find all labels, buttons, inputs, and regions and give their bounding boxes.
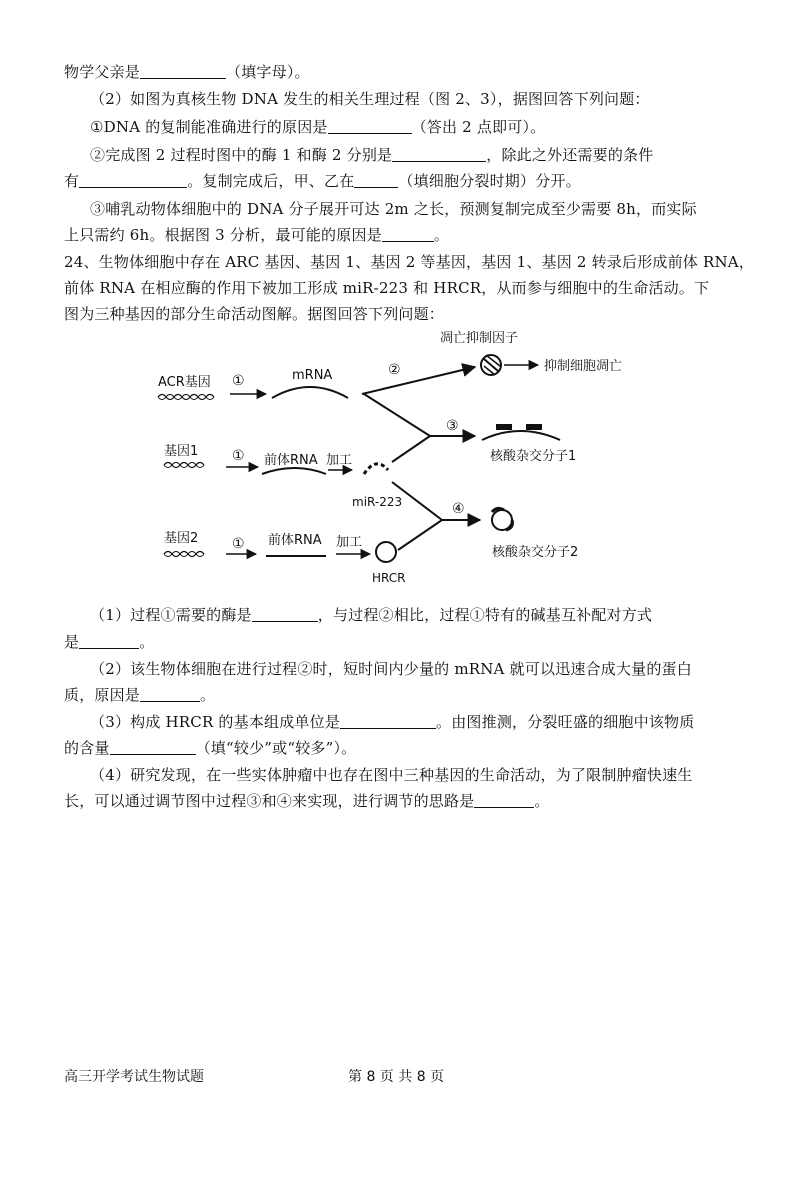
text-line: ②完成图 2 过程时图中的酶 1 和酶 2 分别是 ，除此之外还需要的条件 xyxy=(90,146,654,164)
binding-line xyxy=(398,520,442,550)
hybrid2-label: 核酸杂交分子2 xyxy=(492,545,579,560)
apoptosis-factor-label: 凋亡抑制因子 xyxy=(440,331,519,346)
answer-blank xyxy=(392,147,486,162)
hrcr-icon xyxy=(376,542,396,562)
inhibit-apoptosis-label: 抑制细胞凋亡 xyxy=(544,359,623,374)
step-1-label: ① xyxy=(232,373,245,389)
answer-blank xyxy=(110,740,196,755)
mrna-strand-icon xyxy=(272,387,348,398)
hybrid1-icon xyxy=(482,431,560,440)
process-label: 加工 xyxy=(326,453,353,468)
text-line: 有 。复制完成后，甲、乙在 （填细胞分裂时期）分开。 xyxy=(64,172,581,190)
footer-title: 高三开学考试生物试题 xyxy=(64,1069,204,1085)
text-line: 上只需约 6h。根据图 3 分析，最可能的原因是 。 xyxy=(64,226,450,244)
text-line: ①DNA 的复制能准确进行的原因是 （答出 2 点即可）。 xyxy=(90,118,546,136)
answer-blank xyxy=(252,607,318,622)
text-line: 图为三种基因的部分生命活动图解。据图回答下列问题： xyxy=(64,305,445,323)
answer-blank xyxy=(79,634,139,649)
pre-rna-strand-icon xyxy=(262,468,326,474)
pre-rna-label: 前体RNA xyxy=(268,533,322,548)
arc-gene-dna-icon xyxy=(158,395,214,400)
binding-line xyxy=(392,436,430,462)
mir223-label: miR-223 xyxy=(352,495,403,509)
step-4-label: ④ xyxy=(452,501,465,517)
text-line: 是 。 xyxy=(64,633,155,651)
step-1-label: ① xyxy=(232,536,245,552)
page-number: 第 8 页 共 8 页 xyxy=(348,1069,445,1085)
text-line: 质，原因是 。 xyxy=(64,686,216,704)
answer-blank xyxy=(328,119,412,134)
text-line: 物学父亲是 （填字母）。 xyxy=(64,63,310,81)
step-3-label: ③ xyxy=(446,418,459,434)
answer-blank xyxy=(79,173,187,188)
answer-blank xyxy=(340,714,436,729)
question-2-intro: （2）如图为真核生物 DNA 发生的相关生理过程（图 2、3），据图回答下列问题： xyxy=(90,90,650,108)
hybrid1-label: 核酸杂交分子1 xyxy=(490,449,577,464)
question-4: （4）研究发现，在一些实体肿瘤中也存在图中三种基因的生命活动，为了限制肿瘤快速生 xyxy=(90,766,693,784)
translation-arrow xyxy=(362,367,475,394)
answer-blank xyxy=(140,687,200,702)
step-2-label: ② xyxy=(388,362,401,378)
mrna-label: mRNA xyxy=(292,368,333,383)
gene-activity-diagram xyxy=(140,322,640,594)
question-24-intro: 24、生物体细胞中存在 ARC 基因、基因 1、基因 2 等基因，基因 1、基因 2 转录后形成前体 RNA， xyxy=(64,253,755,271)
gene1-label: 基因1 xyxy=(164,444,199,459)
answer-blank xyxy=(474,793,534,808)
binding-line xyxy=(364,394,430,436)
step-1-label: ① xyxy=(232,448,245,464)
answer-blank xyxy=(354,173,398,188)
answer-blank xyxy=(140,64,226,79)
text-line: 前体 RNA 在相应酶的作用下被加工形成 miR-223 和 HRCR，从而参与细胞中的生命活动。下 xyxy=(64,279,710,297)
text-line: 长，可以通过调节图中过程③和④来实现，进行调节的思路是 。 xyxy=(64,792,550,810)
hrcr-label: HRCR xyxy=(372,571,406,585)
question-1: （1）过程①需要的酶是 ，与过程②相比，过程①特有的碱基互补配对方式 xyxy=(90,606,653,624)
pre-rna-label: 前体RNA xyxy=(264,453,318,468)
text-line: ③哺乳动物体细胞中的 DNA 分子展开可达 2m 之长，预测复制完成至少需要 8h，而实际 xyxy=(90,200,697,218)
process-label: 加工 xyxy=(336,535,363,550)
gene2-label: 基因2 xyxy=(164,531,199,546)
mir223-icon xyxy=(364,464,388,474)
answer-blank xyxy=(382,227,434,242)
hybrid2-icon xyxy=(492,510,512,530)
question-3: （3）构成 HRCR 的基本组成单位是 。由图推测，分裂旺盛的细胞中该物质 xyxy=(90,713,695,731)
text-line: 的含量 （填“较少”或“较多”）。 xyxy=(64,739,357,757)
arc-gene-label: ACR基因 xyxy=(158,375,211,390)
question-2: （2）该生物体细胞在进行过程②时，短时间内少量的 mRNA 就可以迅速合成大量的蛋白 xyxy=(90,660,692,678)
